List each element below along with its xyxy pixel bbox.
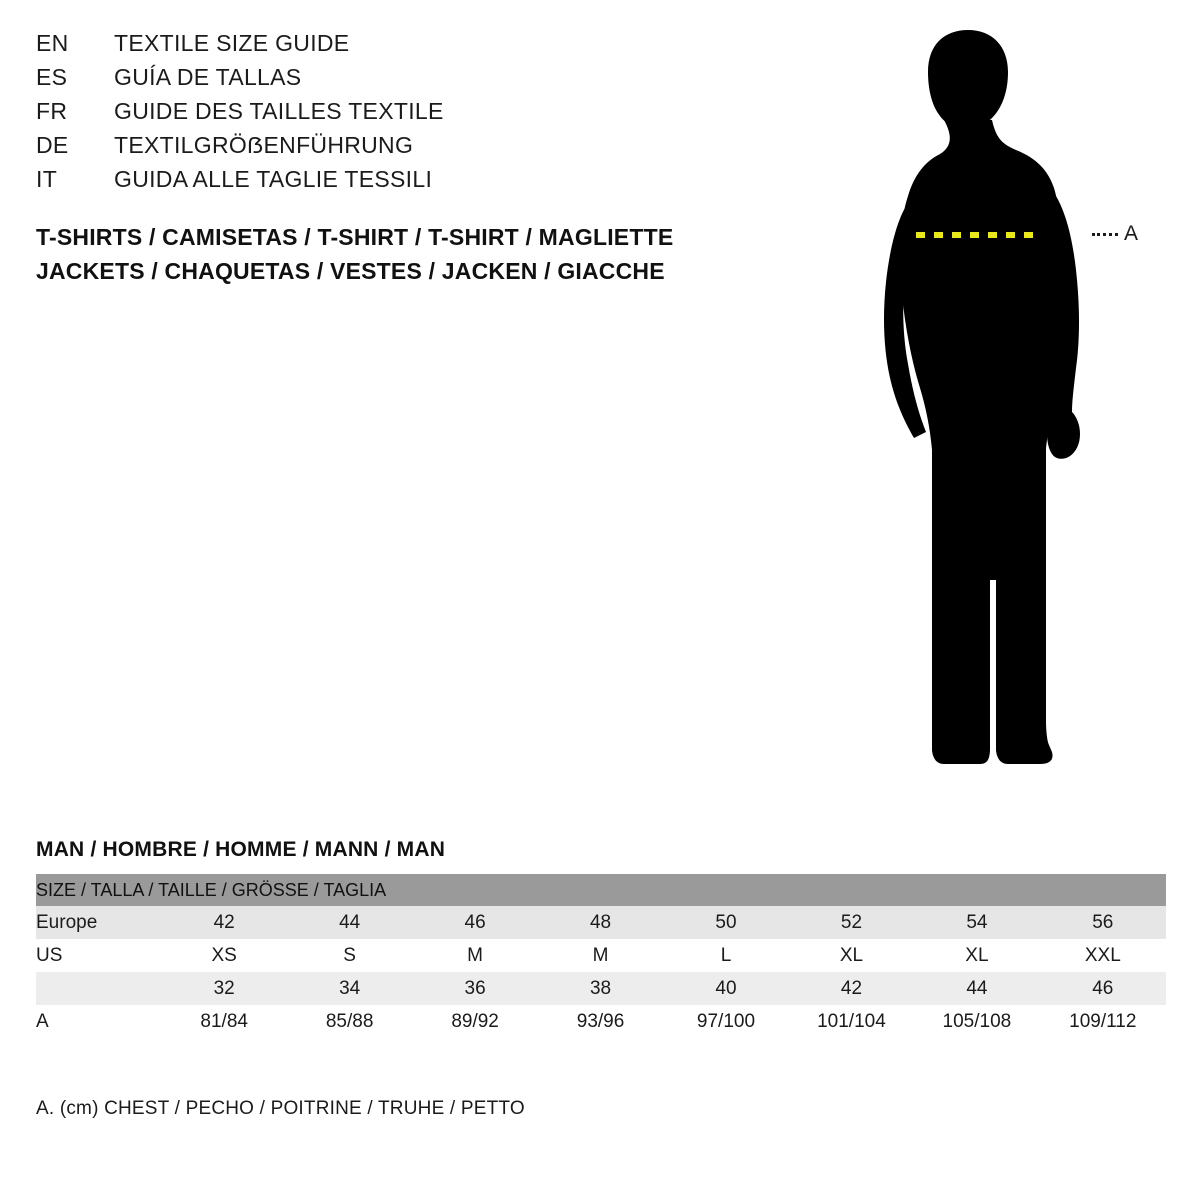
table-section-title: MAN / HOMBRE / HOMME / MANN / MAN <box>36 838 446 861</box>
cell-value: 32 <box>161 972 286 1005</box>
cell-value: XS <box>161 939 286 972</box>
cell-value: XL <box>789 939 914 972</box>
language-row <box>36 64 736 98</box>
row-label: A <box>36 1005 161 1038</box>
language-title-block <box>36 30 736 200</box>
size-table-section <box>36 838 1166 1038</box>
category-tshirts: T-SHIRTS / CAMISETAS / T-SHIRT / T-SHIRT / MAGLIETTE <box>36 224 674 250</box>
cell-value: 38 <box>538 972 663 1005</box>
table-row <box>36 906 1166 939</box>
cell-value: 46 <box>1040 972 1166 1005</box>
silhouette-body <box>884 30 1080 764</box>
cell-value: 36 <box>412 972 537 1005</box>
male-silhouette-figure <box>840 20 1170 800</box>
cell-value: 101/104 <box>789 1005 914 1038</box>
language-row <box>36 30 736 64</box>
cell-value: M <box>412 939 537 972</box>
language-code: ES <box>36 64 68 90</box>
cell-value: 85/88 <box>287 1005 412 1038</box>
silhouette-svg <box>840 20 1170 800</box>
language-row <box>36 132 736 166</box>
cell-value: 93/96 <box>538 1005 663 1038</box>
language-code: EN <box>36 30 69 56</box>
cell-value: 109/112 <box>1040 1005 1166 1038</box>
cell-value: 54 <box>914 906 1039 939</box>
cell-value: 105/108 <box>914 1005 1039 1038</box>
garment-category-block <box>36 220 796 288</box>
cell-value: 81/84 <box>161 1005 286 1038</box>
cell-value: 46 <box>412 906 537 939</box>
cell-value: L <box>663 939 788 972</box>
cell-value: 44 <box>914 972 1039 1005</box>
cell-value: M <box>538 939 663 972</box>
size-table <box>36 874 1166 1038</box>
table-header-label: SIZE / TALLA / TAILLE / GRÖSSE / TAGLIA <box>36 874 1166 906</box>
row-label <box>36 972 161 1005</box>
language-code: IT <box>36 166 58 192</box>
callout-leader-dots <box>1092 233 1118 236</box>
cell-value: 50 <box>663 906 788 939</box>
cell-value: 56 <box>1040 906 1166 939</box>
language-code: DE <box>36 132 69 158</box>
cell-value: 52 <box>789 906 914 939</box>
cell-value: 89/92 <box>412 1005 537 1038</box>
cell-value: 97/100 <box>663 1005 788 1038</box>
language-title: TEXTILE SIZE GUIDE <box>114 30 350 56</box>
language-code: FR <box>36 98 68 124</box>
table-row <box>36 972 1166 1005</box>
row-label: US <box>36 939 161 972</box>
table-row <box>36 939 1166 972</box>
table-footnote: A. (cm) CHEST / PECHO / POITRINE / TRUHE / PETTO <box>36 1098 525 1119</box>
language-title: GUIDE DES TAILLES TEXTILE <box>114 98 444 124</box>
row-label: Europe <box>36 906 161 939</box>
language-title: TEXTILGRÖẞENFÜHRUNG <box>114 132 414 158</box>
cell-value: 42 <box>161 906 286 939</box>
cell-value: 48 <box>538 906 663 939</box>
category-jackets: JACKETS / CHAQUETAS / VESTES / JACKEN / GIACCHE <box>36 258 665 284</box>
cell-value: XL <box>914 939 1039 972</box>
cell-value: S <box>287 939 412 972</box>
language-title: GUÍA DE TALLAS <box>114 64 302 90</box>
language-row <box>36 166 736 200</box>
table-row <box>36 1005 1166 1038</box>
language-row <box>36 98 736 132</box>
callout-label-a: A <box>1124 222 1139 245</box>
cell-value: 40 <box>663 972 788 1005</box>
table-header-row <box>36 874 1166 906</box>
cell-value: 42 <box>789 972 914 1005</box>
cell-value: 44 <box>287 906 412 939</box>
cell-value: 34 <box>287 972 412 1005</box>
language-title: GUIDA ALLE TAGLIE TESSILI <box>114 166 433 192</box>
cell-value: XXL <box>1040 939 1166 972</box>
